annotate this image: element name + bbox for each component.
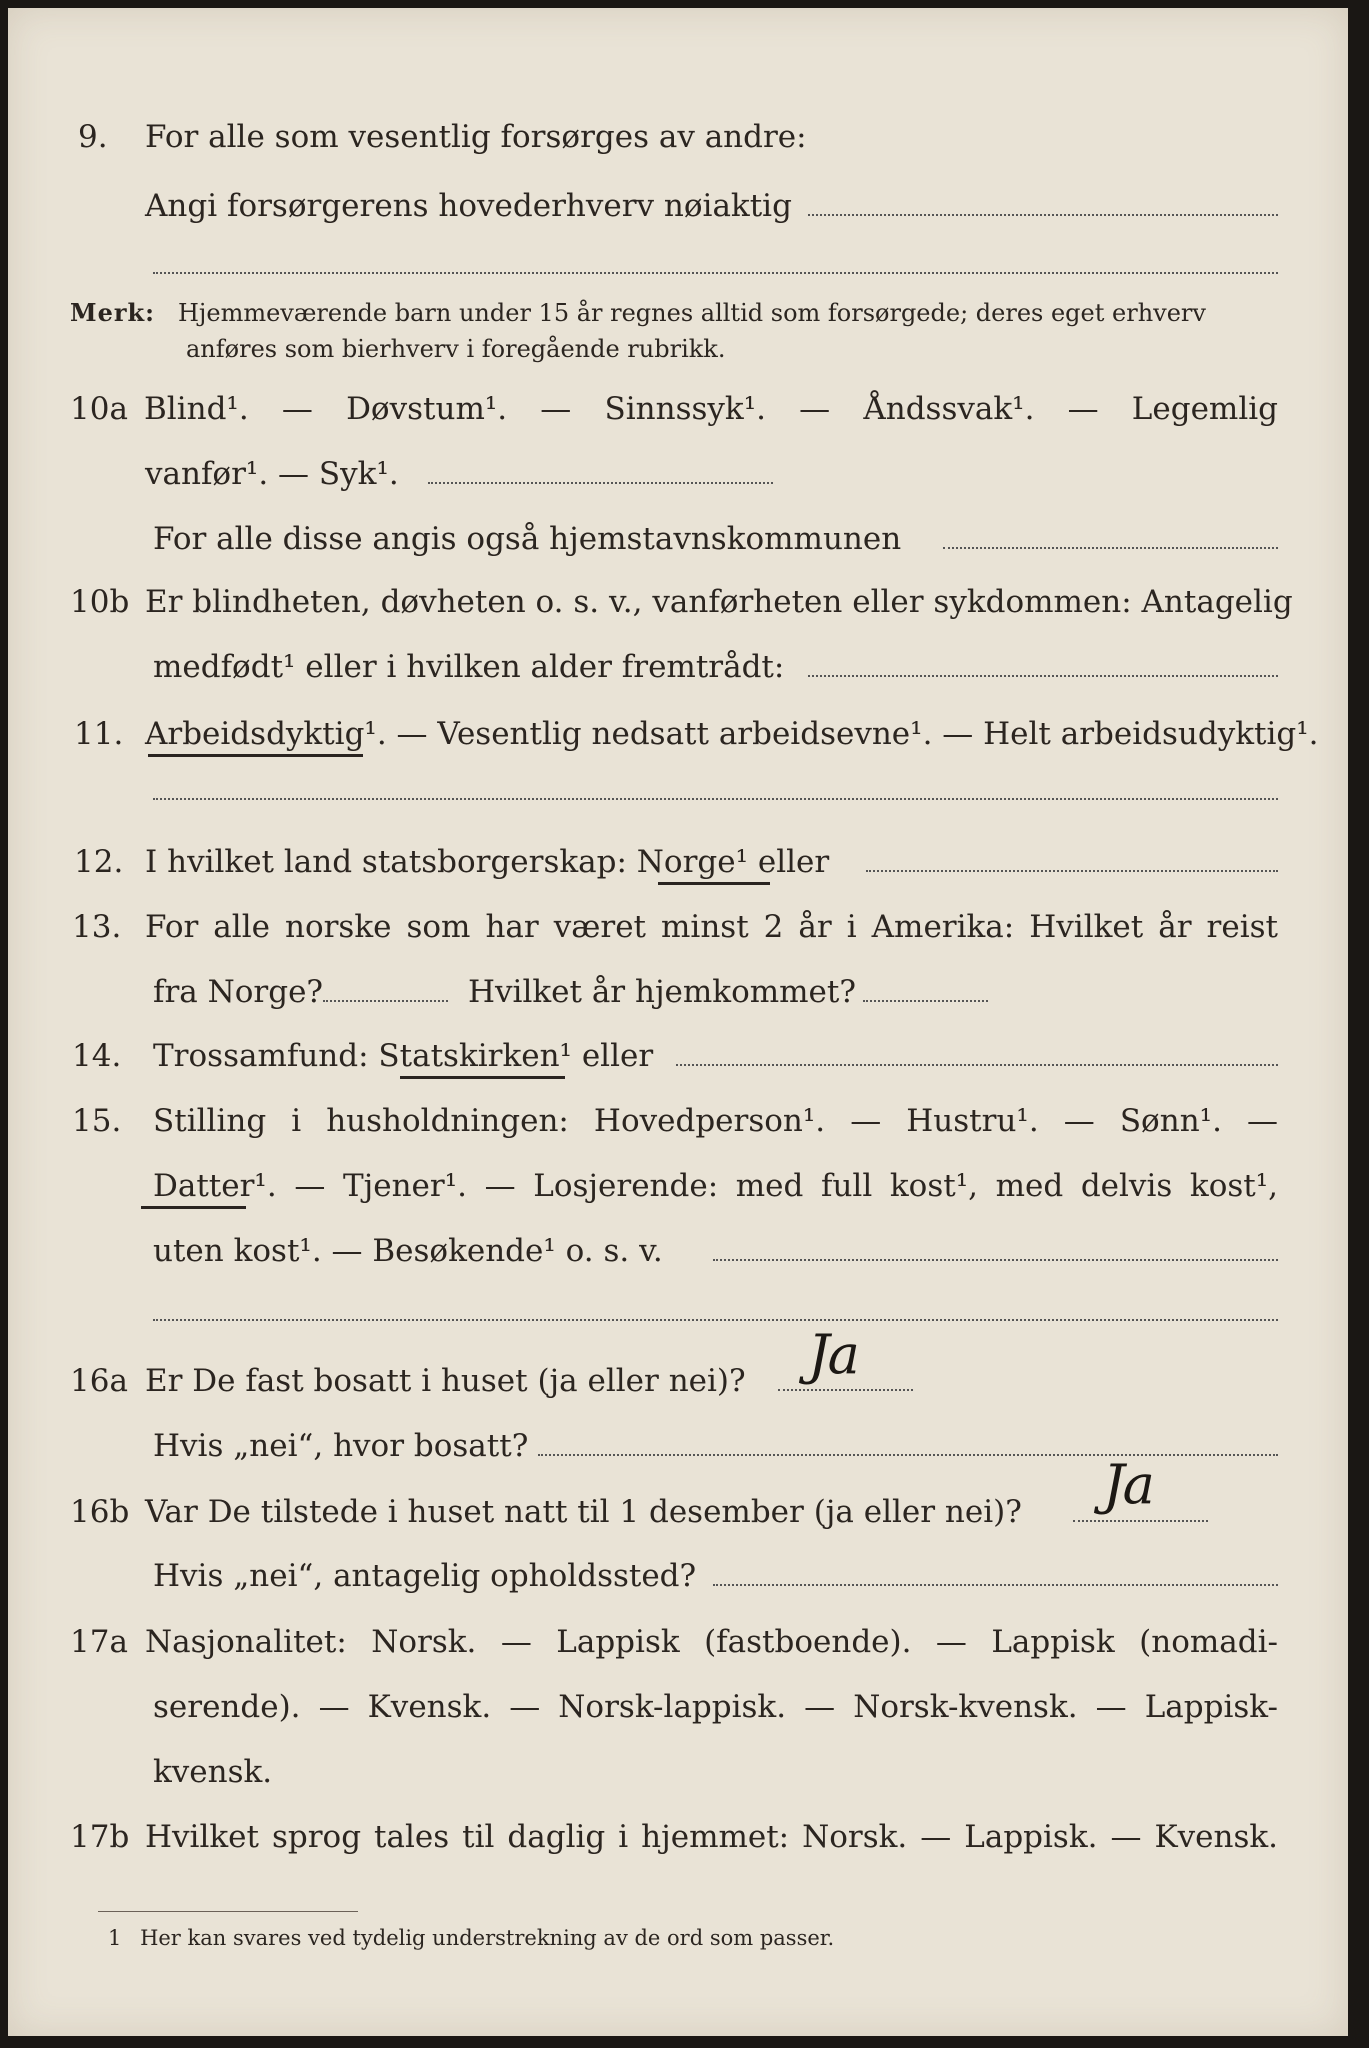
footnote-separator	[98, 1911, 358, 1912]
q15-text-1: Stilling i husholdningen: Hovedperson¹. — Hustru¹. — Sønn¹. —	[153, 1103, 1278, 1139]
q17a-text-2: serende). — Kvensk. — Norsk-lappisk. — Norsk-kvensk. — Lappisk-	[153, 1689, 1278, 1725]
q15-position-line[interactable]	[713, 1259, 1278, 1261]
q10a-municipality-line[interactable]	[943, 547, 1278, 549]
q12-text-1: I hvilket land statsborgerskap: Norge¹ eller	[145, 844, 830, 880]
q10b-row-1	[8, 576, 1348, 628]
q13-number: 13.	[72, 909, 122, 945]
q17a-text-3: kvensk.	[153, 1754, 273, 1790]
q14-text-1: Trossamfund: Statskirken¹ eller	[153, 1038, 654, 1074]
q15-row-3	[8, 1225, 1348, 1277]
q14-row-1	[8, 1030, 1348, 1082]
q10b-text-2: medfødt¹ eller i hvilken alder fremtrådt:	[153, 649, 785, 685]
footnote-text: Her kan svares ved tydelig understrekning av de ord som passer.	[140, 1926, 835, 1950]
q15-row-1	[8, 1095, 1348, 1147]
q9-text-2: Angi forsørgerens hovederhverv nøiaktig	[145, 188, 792, 224]
q16a-residence-line[interactable]	[538, 1454, 1278, 1456]
q9-answer-line-2[interactable]	[153, 272, 1278, 274]
census-form-page	[8, 8, 1348, 2036]
q10b-row-2	[8, 641, 1348, 693]
q10a-row-2	[8, 448, 1348, 500]
q16b-number: 16b	[70, 1494, 130, 1530]
q10b-number: 10b	[70, 584, 130, 620]
q15-underline-mark	[141, 1206, 246, 1209]
q16b-answer-line[interactable]	[1073, 1520, 1208, 1522]
q10a-text-1: Blind¹. — Døvstum¹. — Sinnssyk¹. — Åndssvak¹. — Legemlig	[144, 391, 1278, 427]
q13-text-2a: fra Norge?	[153, 974, 324, 1010]
q17b-row-1	[8, 1811, 1348, 1863]
q11-row-1	[8, 708, 1348, 760]
q9-number: 9.	[78, 119, 108, 155]
q13-text-2b: Hvilket år hjemkommet?	[468, 974, 856, 1010]
q16b-text-2: Hvis „nei“, antagelig opholdssted?	[153, 1558, 697, 1594]
q13-row-2	[8, 966, 1348, 1018]
q17a-row-2	[8, 1681, 1348, 1733]
q10a-sick-line[interactable]	[428, 482, 773, 484]
q15-answer-line-2[interactable]	[153, 1319, 1278, 1321]
q10a-number: 10a	[70, 391, 128, 427]
q9-row-2	[8, 180, 1348, 232]
q11-number: 11.	[74, 716, 124, 752]
q15-text-2: Datter¹. — Tjener¹. — Losjerende: med full kost¹, med delvis kost¹,	[153, 1168, 1278, 1204]
q17a-row-1	[8, 1616, 1348, 1668]
q11-answer-line[interactable]	[153, 798, 1278, 800]
merk-text-1: Hjemmeværende barn under 15 år regnes alltid som forsørgede; deres eget erhverv	[178, 299, 1206, 327]
q12-number: 12.	[74, 844, 124, 880]
q10b-text-1: Er blindheten, døvheten o. s. v., vanførheten eller sykdommen: Antagelig	[145, 584, 1293, 620]
q16b-handwritten-answer: Ja	[1103, 1453, 1153, 1516]
q12-row-1	[8, 836, 1348, 888]
q16b-row-2	[8, 1550, 1348, 1602]
q16a-answer-line[interactable]	[778, 1389, 913, 1391]
q16b-text-1: Var De tilstede i huset natt til 1 desember (ja eller nei)?	[145, 1494, 1022, 1530]
q11-underline-mark	[148, 754, 363, 757]
q15-row-2	[8, 1160, 1348, 1212]
q15-text-3: uten kost¹. — Besøkende¹ o. s. v.	[153, 1233, 663, 1269]
q11-text-1: Arbeidsdyktig¹. — Vesentlig nedsatt arbeidsevne¹. — Helt arbeidsudyktig¹.	[145, 716, 1319, 752]
q16a-text-2: Hvis „nei“, hvor bosatt?	[153, 1428, 529, 1464]
q16a-number: 16a	[70, 1363, 128, 1399]
q10a-row-3	[8, 513, 1348, 565]
q17a-number: 17a	[70, 1624, 128, 1660]
merk-text-2: anføres som bierhverv i foregående rubrikk.	[186, 335, 726, 363]
footnote	[108, 1923, 834, 1953]
q14-underline-mark	[400, 1076, 565, 1079]
merk-note	[70, 294, 155, 332]
q10a-text-2: vanfør¹. — Syk¹.	[145, 456, 399, 492]
q9-answer-line[interactable]	[808, 214, 1278, 216]
q10a-row-1	[8, 383, 1348, 435]
q13-row-1	[8, 901, 1348, 953]
q10b-age-line[interactable]	[808, 675, 1278, 677]
q9-row-1	[8, 111, 1348, 163]
q16a-row-1	[8, 1355, 1348, 1407]
q16a-text-1: Er De fast bosatt i huset (ja eller nei)?	[145, 1363, 746, 1399]
q13-text-1: For alle norske som har været minst 2 år i Amerika: Hvilket år reist	[145, 909, 1278, 945]
q17b-text-1: Hvilket sprog tales til daglig i hjemmet: Norsk. — Lappisk. — Kvensk.	[145, 1819, 1278, 1855]
q14-faith-line[interactable]	[676, 1064, 1278, 1066]
q17a-text-1: Nasjonalitet: Norsk. — Lappisk (fastboende). — Lappisk (nomadi-	[145, 1624, 1278, 1660]
q16a-handwritten-answer: Ja	[808, 1323, 858, 1386]
q13-return-year-line[interactable]	[863, 1000, 988, 1002]
q17a-row-3	[8, 1746, 1348, 1798]
q12-underline-mark	[658, 882, 770, 885]
q10a-text-3: For alle disse angis også hjemstavnskommunen	[153, 521, 902, 557]
q9-text-1: For alle som vesentlig forsørges av andre:	[145, 119, 807, 155]
merk-label: Merk:	[70, 298, 155, 327]
footnote-mark: 1	[108, 1926, 122, 1950]
q15-number: 15.	[72, 1103, 122, 1139]
q12-country-line[interactable]	[866, 870, 1278, 872]
q16b-location-line[interactable]	[713, 1584, 1278, 1586]
q14-number: 14.	[72, 1038, 122, 1074]
q13-departure-year-line[interactable]	[323, 1000, 448, 1002]
q17b-number: 17b	[70, 1819, 130, 1855]
